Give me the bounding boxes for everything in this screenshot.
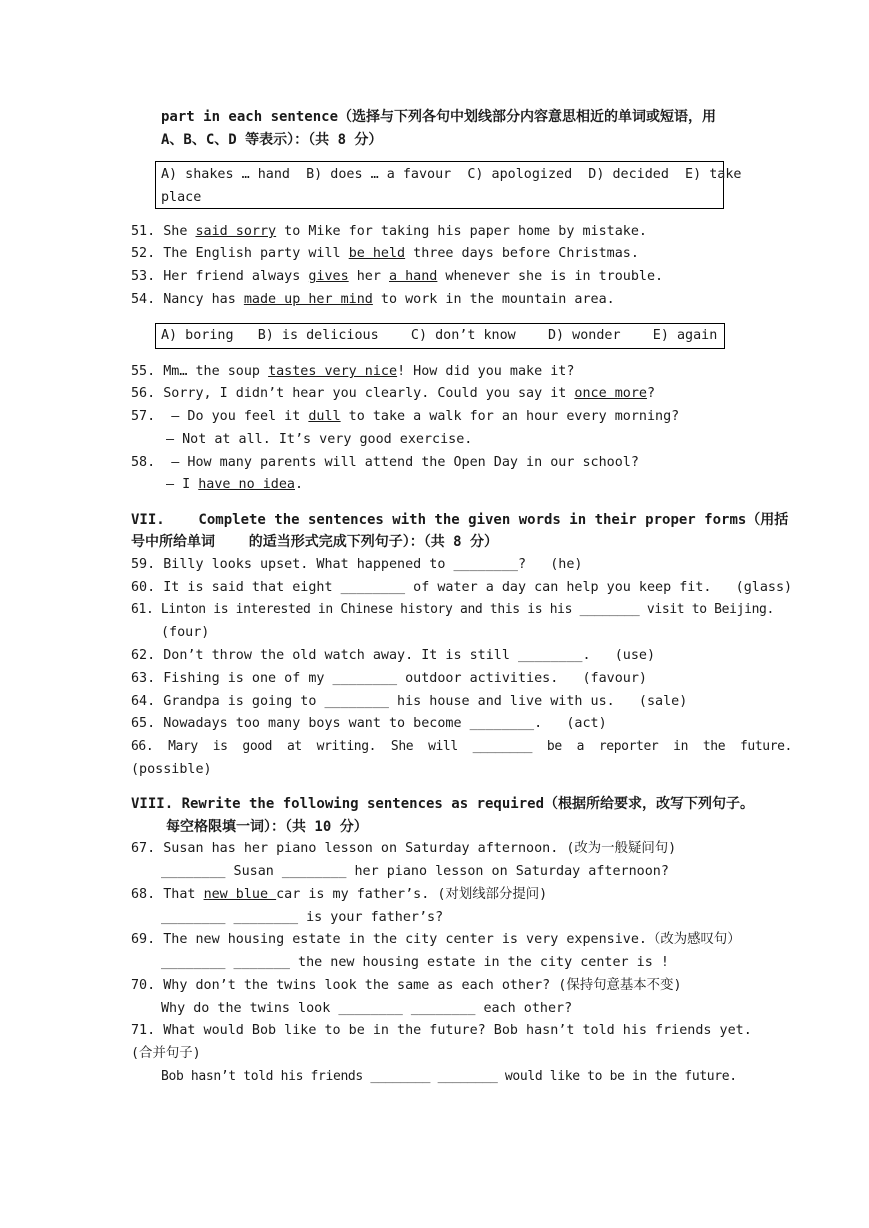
question-71-hint: (合并句子) — [131, 1046, 201, 1061]
question-52: 52. The English party will be held three days before Christmas. — [131, 246, 639, 261]
question-69: 69. The new housing estate in the city center is very expensive.（改为感叹句） — [131, 932, 741, 947]
question-51: 51. She said sorry to Mike for taking his paper home by mistake. — [131, 224, 647, 239]
question-61-hint: (four) — [161, 625, 210, 640]
question-70: 70. Why don’t the twins look the same as each other? (保持句意基本不变) — [131, 978, 682, 993]
question-68: 68. That new blue car is my father’s. (对划线部分提问) — [131, 887, 548, 902]
question-67: 67. Susan has her piano lesson on Saturday afternoon. (改为一般疑问句) — [131, 841, 677, 856]
question-71: 71. What would Bob like to be in the future? Bob hasn’t told his friends yet. — [131, 1023, 752, 1038]
instruction-line-1: part in each sentence（选择与下列各句中划线部分内容意思相近的单词或短语，用 — [161, 109, 717, 125]
question-60: 60. It is said that eight ________ of water a day can help you keep fit. (glass) — [131, 580, 793, 595]
option-box-2-text: A) boring B) is delicious C) don’t know D) wonder E) again — [161, 328, 718, 343]
question-57-reply: – Not at all. It’s very good exercise. — [166, 432, 473, 447]
question-70-answer: Why do the twins look ________ ________ each other? — [161, 1001, 573, 1016]
question-59: 59. Billy looks upset. What happened to ________? (he) — [131, 557, 583, 572]
question-58: 58. – How many parents will attend the Open Day in our school? — [131, 455, 639, 470]
question-53: 53. Her friend always gives her a hand whenever she is in trouble. — [131, 269, 664, 284]
question-71-answer: Bob hasn’t told his friends ________ ________ would like to be in the future. — [161, 1069, 737, 1084]
question-54: 54. Nancy has made up her mind to work in the mountain area. — [131, 292, 615, 307]
section-8-heading-line-1: VIII. Rewrite the following sentences as required（根据所给要求，改写下列句子。 — [131, 796, 755, 812]
option-box-1-line-1: A) shakes … hand B) does … a favour C) apologized D) decided E) take — [161, 167, 742, 182]
question-56: 56. Sorry, I didn’t hear you clearly. Could you say it once more? — [131, 386, 656, 401]
question-64: 64. Grandpa is going to ________ his house and live with us. (sale) — [131, 694, 688, 709]
question-57: 57. – Do you feel it dull to take a walk for an hour every morning? — [131, 409, 680, 424]
question-65: 65. Nowadays too many boys want to become ________. (act) — [131, 716, 607, 731]
question-61: 61. Linton is interested in Chinese history and this is his ________ visit to Beijing. — [131, 602, 774, 617]
question-69-answer: ________ _______ the new housing estate in the city center is ! — [161, 955, 669, 970]
question-63: 63. Fishing is one of my ________ outdoor activities. (favour) — [131, 671, 647, 686]
instruction-line-2: A、B、C、D 等表示）：（共 8 分） — [161, 132, 383, 148]
section-7-heading-line-1: VII. Complete the sentences with the given words in their proper forms（用括 — [131, 512, 789, 528]
question-66-hint: (possible) — [131, 762, 212, 777]
question-66: 66. Mary is good at writing. She will ________ be a reporter in the future. — [131, 739, 792, 754]
question-67-answer: ________ Susan ________ her piano lesson on Saturday afternoon? — [161, 864, 669, 879]
question-55: 55. Mm… the soup tastes very nice! How did you make it? — [131, 364, 575, 379]
section-7-heading-line-2: 号中所给单词 的适当形式完成下列句子）：（共 8 分） — [131, 534, 498, 550]
question-58-reply: – I have no idea. — [166, 477, 304, 492]
option-box-1-line-2: place — [161, 190, 202, 205]
question-68-answer: ________ ________ is your father’s? — [161, 910, 444, 925]
question-62: 62. Don’t throw the old watch away. It is still ________. (use) — [131, 648, 656, 663]
section-8-heading-line-2: 每空格限填一词）：（共 10 分） — [166, 819, 368, 835]
